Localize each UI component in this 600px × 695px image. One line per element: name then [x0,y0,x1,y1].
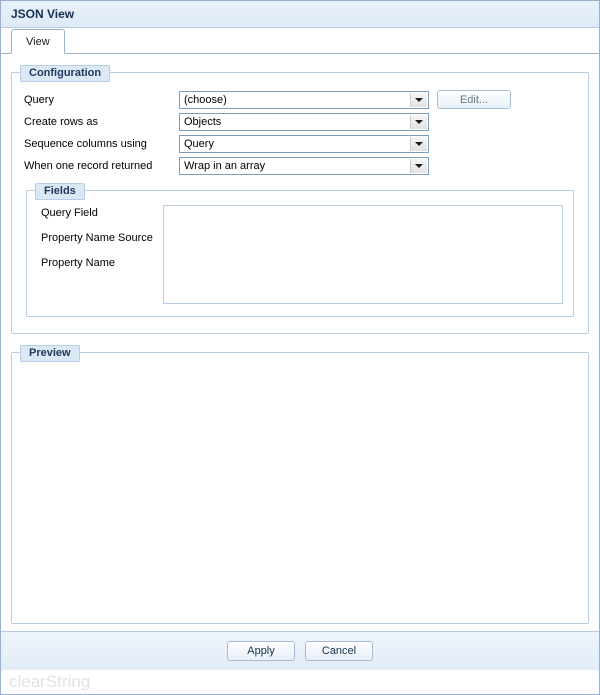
configuration-legend: Configuration [20,65,110,82]
window-titlebar [1,1,599,28]
one-record-returned-value: Wrap in an array [184,159,266,172]
cancel-button[interactable] [305,641,373,661]
query-row [22,89,578,110]
query-select-value: (choose) [184,93,227,106]
chevron-down-icon [410,93,427,107]
watermark-text: clearString [9,672,91,691]
fields-label-column [37,205,159,304]
create-rows-as-select[interactable] [179,113,429,131]
chevron-down-icon [410,137,427,151]
fields-group [26,185,574,317]
sequence-columns-value: Query [184,137,214,150]
watermark [1,670,599,694]
apply-button-label: Apply [247,645,275,657]
fields-body [27,191,573,316]
sequence-columns-row [22,133,578,154]
one-record-returned-select[interactable] [179,157,429,175]
fields-editor-area[interactable] [163,205,563,304]
chevron-down-icon [410,159,427,173]
preview-legend: Preview [20,345,80,362]
preview-group [11,347,589,624]
property-name-label: Property Name [41,257,115,269]
chevron-down-icon [410,115,427,129]
edit-button-label: Edit... [459,93,489,106]
query-label: Query [24,93,54,106]
fields-legend: Fields [35,183,85,200]
create-rows-as-row [22,111,578,132]
dialog-footer [1,631,599,670]
configuration-group [11,67,589,334]
tab-strip [1,28,599,54]
sequence-columns-label: Sequence columns using [24,137,147,150]
create-rows-as-label: Create rows as [24,115,98,128]
window-title: JSON View [11,7,75,21]
tab-view-label: View [26,35,50,48]
cancel-button-label: Cancel [321,645,357,657]
preview-area[interactable] [12,353,588,623]
configuration-body [12,73,588,333]
create-rows-as-value: Objects [184,115,222,128]
apply-button[interactable] [227,641,295,661]
tab-view[interactable] [11,29,65,54]
one-record-returned-label: When one record returned [24,159,153,172]
one-record-returned-row [22,155,578,176]
edit-button[interactable] [437,90,511,109]
window-content [1,54,599,656]
query-field-label: Query Field [41,207,98,219]
sequence-columns-select[interactable] [179,135,429,153]
property-name-source-label: Property Name Source [41,232,153,244]
query-select[interactable] [179,91,429,109]
